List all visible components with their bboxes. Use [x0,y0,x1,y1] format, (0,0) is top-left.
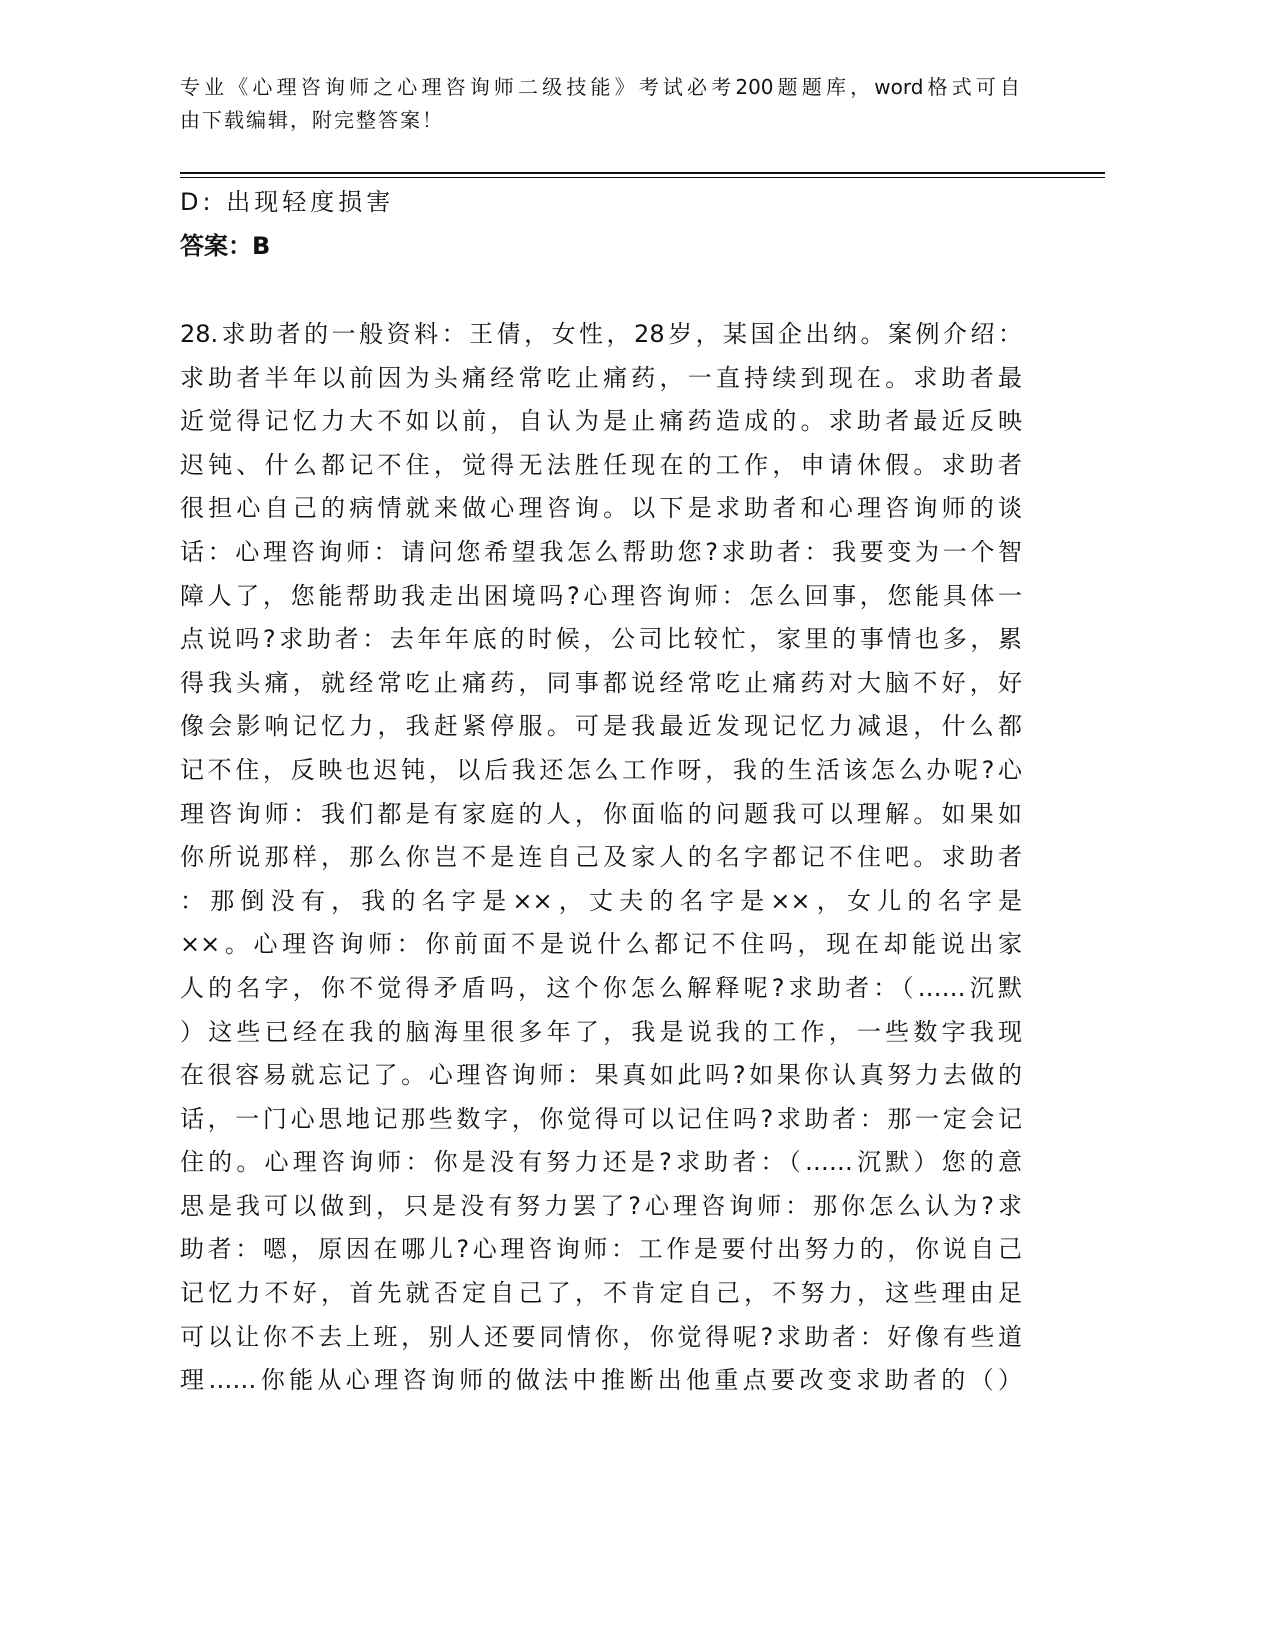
question-line: 住的。心理咨询师：你是没有努力还是?求助者：（……沉默）您的意 [180,1148,1022,1177]
page-header [180,71,1020,137]
question-line: 话，一门心思地记那些数字，你觉得可以记住吗?求助者：那一定会记 [180,1104,1022,1133]
question-line: 记忆力不好，首先就否定自己了，不肯定自己，不努力，这些理由足 [180,1279,1022,1308]
question-line: 人的名字，你不觉得矛盾吗，这个你怎么解释呢?求助者：（……沉默 [180,973,1022,1002]
question-line: 迟钝、什么都记不住，觉得无法胜任现在的工作，申请休假。求助者 [180,450,1022,479]
question-28 [180,313,1022,1403]
header-divider-thin [180,177,1105,178]
question-line: 在很容易就忘记了。心理咨询师：果真如此吗?如果你认真努力去做的 [180,1061,1022,1090]
question-line: 点说吗?求助者：去年年底的时候，公司比较忙，家里的事情也多，累 [180,625,1022,654]
question-line: 求助者半年以前因为头痛经常吃止痛药，一直持续到现在。求助者最 [180,363,1022,392]
question-line: 可以让你不去上班，别人还要同情你，你觉得呢?求助者：好像有些道 [180,1322,1022,1351]
question-line: 得我头痛，就经常吃止痛药，同事都说经常吃止痛药对大脑不好，好 [180,668,1022,697]
question-line: ××。心理咨询师：你前面不是说什么都记不住吗，现在却能说出家 [180,930,1022,959]
question-line: 障人了，您能帮助我走出困境吗?心理咨询师：怎么回事，您能具体一 [180,581,1022,610]
question-line: 理……你能从心理咨询师的做法中推断出他重点要改变求助者的（） [180,1366,1022,1395]
question-line: 你所说那样，那么你岂不是连自己及家人的名字都记不住吧。求助者 [180,843,1022,872]
question-line: 话：心理咨询师：请问您希望我怎么帮助您?求助者：我要变为一个智 [180,537,1022,566]
header-line: 专业《心理咨询师之心理咨询师二级技能》考试必考200题题库，word格式可自 [180,75,1020,99]
question-line: 很担心自己的病情就来做心理咨询。以下是求助者和心理咨询师的谈 [180,494,1022,523]
question-line: ：那倒没有，我的名字是××，丈夫的名字是××，女儿的名字是 [180,886,1022,915]
header-line: 由下载编辑，附完整答案！ [180,108,444,132]
question-line: 记不住，反映也迟钝，以后我还怎么工作呀，我的生活该怎么办呢?心 [180,755,1022,784]
option-d: D: 出现轻度损害 [180,188,395,216]
header-divider [180,172,1105,174]
question-line: 近觉得记忆力大不如以前，自认为是止痛药造成的。求助者最近反映 [180,407,1022,436]
question-line: 思是我可以做到，只是没有努力罢了?心理咨询师：那你怎么认为?求 [180,1191,1022,1220]
question-line: ）这些已经在我的脑海里很多年了，我是说我的工作，一些数字我现 [180,1017,1022,1046]
question-line: 像会影响记忆力，我赶紧停服。可是我最近发现记忆力减退，什么都 [180,712,1022,741]
answer: 答案：B [180,232,271,260]
question-line: 28.求助者的一般资料：王倩，女性，28岁，某国企出纳。案例介绍： [180,320,1022,348]
question-line: 理咨询师：我们都是有家庭的人，你面临的问题我可以理解。如果如 [180,799,1022,828]
question-line: 助者：嗯，原因在哪儿?心理咨询师：工作是要付出努力的，你说自己 [180,1235,1022,1264]
